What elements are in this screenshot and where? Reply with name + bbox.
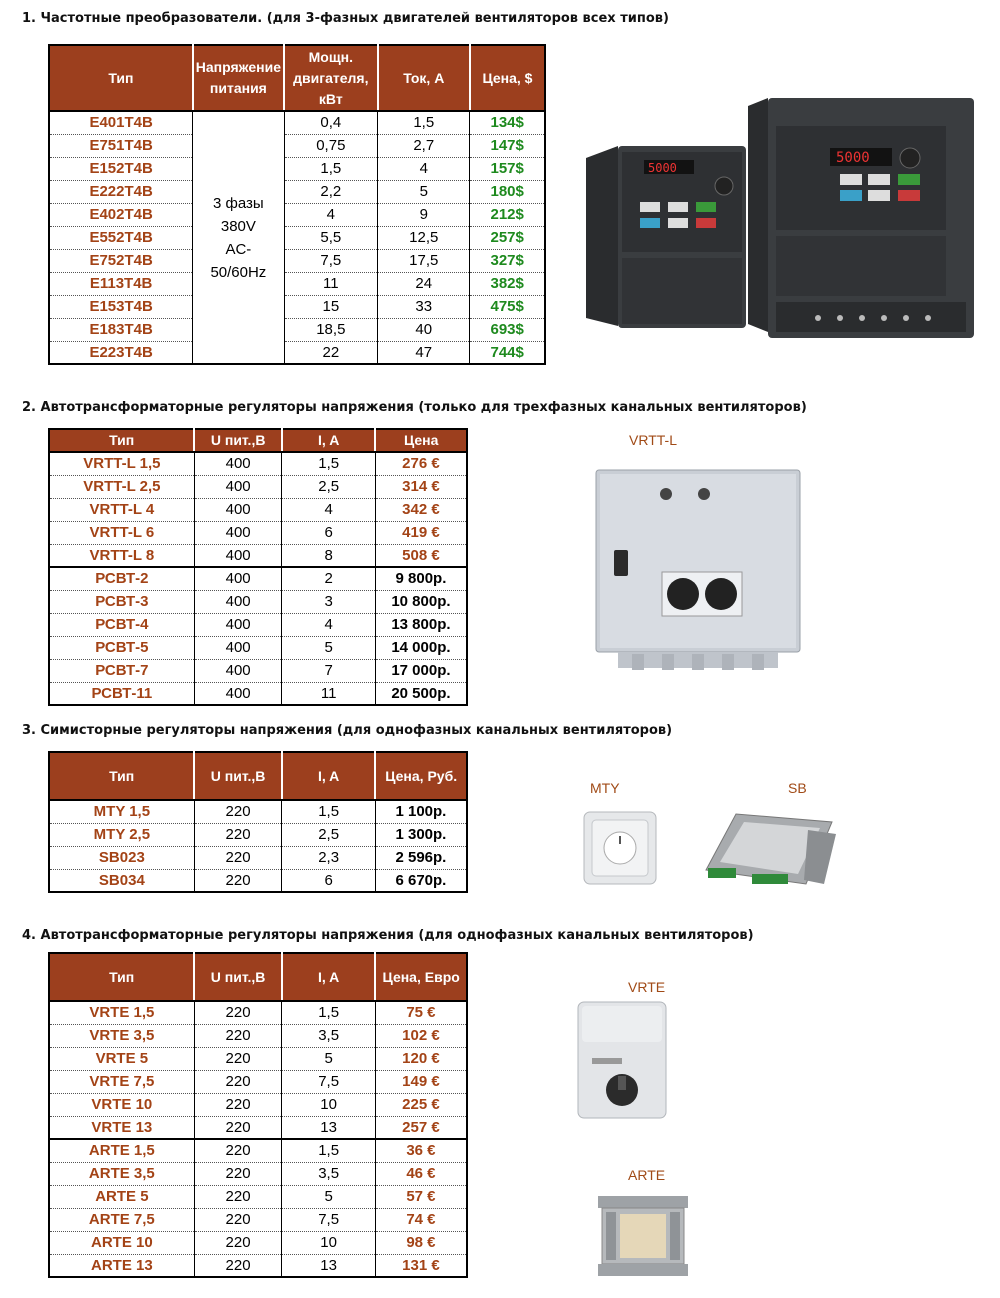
model-cell: E152T4B [49,157,193,180]
model-cell: E552T4B [49,226,193,249]
model-cell: ARTE 7,5 [49,1208,194,1231]
voltage-line: 380V [220,217,256,235]
table-row [49,157,545,180]
table-row [49,226,545,249]
section-2-title: 2. Автотрансформаторные регуляторы напряжения (только для трехфазных канальных вентиляторов) [22,400,807,415]
model-cell: РСВТ-2 [49,567,194,590]
model-cell: РСВТ-4 [49,613,194,636]
current-cell: 47 [378,341,470,364]
voltage-cell: 400 [194,590,282,613]
voltage-cell: 220 [194,1001,282,1024]
price-cell: 157$ [470,157,545,180]
model-cell: РСВТ-5 [49,636,194,659]
col-header-type: Тип [49,45,193,111]
model-cell: VRTT-L 4 [49,498,194,521]
table-row [49,318,545,341]
current-cell: 6 [282,869,375,892]
table-row [49,1116,467,1139]
price-cell: 342 € [375,498,467,521]
voltage-cell: 400 [194,544,282,567]
table-row [49,452,467,475]
price-cell: 327$ [470,249,545,272]
voltage-cell: 400 [194,636,282,659]
voltage-line: 3 фазы [213,194,264,212]
voltage-cell: 400 [194,498,282,521]
price-cell: 9 800р. [375,567,467,590]
section-1-title: 1. Частотные преобразователи. (для 3-фазных двигателей вентиляторов всех типов) [22,11,669,26]
col-header-type: Тип [49,429,194,452]
table-row [49,498,467,521]
current-cell: 10 [282,1093,375,1116]
model-cell: SB023 [49,846,194,869]
model-cell: РСВТ-11 [49,682,194,705]
mty-image [578,806,662,888]
current-cell: 4 [282,498,375,521]
single-phase-autotransformer-table [48,952,468,1278]
price-cell: 6 670р. [395,871,447,889]
voltage-cell: 400 [194,452,282,475]
col-header-current: I, A [282,429,375,452]
model-cell: VRTE 3,5 [49,1024,194,1047]
price-cell: 225 € [375,1093,467,1116]
voltage-cell: 220 [194,846,282,869]
arte-image [588,1190,698,1282]
col-header-current: I, A [282,752,375,800]
price-cell: 1 300р. [375,823,467,846]
current-cell: 2,3 [282,846,375,869]
price-cell: 46 € [375,1162,467,1185]
current-cell: 5 [282,1185,375,1208]
voltage-line: 50/60Hz [210,263,267,281]
col-header-voltage: U пит.,В [194,752,282,800]
table-row [49,636,467,659]
current-cell: 7 [282,659,375,682]
current-cell: 3,5 [282,1024,375,1047]
current-cell: 40 [378,318,470,341]
voltage-cell: 400 [194,613,282,636]
model-cell: SB034 [49,869,194,892]
section-3-title: 3. Симисторные регуляторы напряжения (для однофазных канальных вентиляторов) [22,723,673,738]
model-cell: E751T4B [49,134,193,157]
power-cell: 2,2 [284,180,378,203]
col-header-price: Цена, Руб. [375,752,467,800]
current-cell: 4 [282,613,375,636]
price-cell: 13 800р. [375,613,467,636]
price-cell: 419 € [375,521,467,544]
table-row [49,134,545,157]
power-cell: 4 [284,203,378,226]
voltage-cell: 220 [194,1093,282,1116]
current-cell: 17,5 [378,249,470,272]
price-cell: 75 € [375,1001,467,1024]
price-cell: 98 € [375,1231,467,1254]
table-row [49,1070,467,1093]
current-cell: 2,5 [282,475,375,498]
power-cell: 1,5 [284,157,378,180]
current-cell: 7,5 [282,1208,375,1231]
model-cell: E113T4B [49,272,193,295]
model-cell: VRTT-L 8 [49,544,194,567]
current-cell: 1,5 [282,1001,375,1024]
table-row [49,272,545,295]
price-cell: 102 € [375,1024,467,1047]
table-row [49,1139,467,1162]
table-row [49,800,467,823]
triac-regulators-table [48,751,468,893]
voltage-cell: 400 [194,475,282,498]
table-row [49,590,467,613]
current-cell: 10 [282,1231,375,1254]
vrte-image [572,998,672,1122]
model-cell: ARTE 1,5 [49,1139,194,1162]
table-row [49,1185,467,1208]
model-cell: VRTT-L 1,5 [49,452,194,475]
current-cell: 3 [282,590,375,613]
current-cell: 5 [282,1047,375,1070]
table-row [49,1001,467,1024]
current-cell: 5 [282,636,375,659]
table-row [49,521,467,544]
price-cell: 36 € [375,1139,467,1162]
price-cell: 314 € [375,475,467,498]
sb-image [696,800,842,896]
model-cell: E153T4B [49,295,193,318]
current-cell: 13 [282,1254,375,1277]
model-cell: VRTE 1,5 [49,1001,194,1024]
table-row [49,1047,467,1070]
current-cell: 2,7 [378,134,470,157]
model-cell: E223T4B [49,341,193,364]
table-row [49,1093,467,1116]
current-cell: 13 [282,1116,375,1139]
vrtt-l-image [588,466,810,678]
model-cell: ARTE 3,5 [49,1162,194,1185]
power-cell: 0,4 [284,111,378,134]
voltage-line: AC- [225,240,252,258]
vrte-image-label: VRTE [628,979,666,995]
voltage-cell: 400 [194,567,282,590]
current-cell: 1,5 [282,800,375,823]
voltage-cell: 220 [194,1185,282,1208]
model-cell: E183T4B [49,318,193,341]
three-phase-autotransformer-table [48,428,468,706]
table-row [49,682,467,705]
frequency-converter-image [578,96,978,344]
table-row [49,203,545,226]
price-cell: 382$ [470,272,545,295]
voltage-cell: 220 [194,1070,282,1093]
model-cell: VRTE 5 [49,1047,194,1070]
current-cell: 2 [282,567,375,590]
table-row [49,341,545,364]
power-cell: 15 [284,295,378,318]
model-cell: VRTE 7,5 [49,1070,194,1093]
model-cell: E752T4B [49,249,193,272]
model-cell: VRTT-L 6 [49,521,194,544]
current-cell: 5 [378,180,470,203]
table-row [49,1208,467,1231]
voltage-cell: 220 [194,1139,282,1162]
table-row [49,475,467,498]
col-header-current: I, A [282,953,375,1001]
power-cell: 18,5 [284,318,378,341]
table-row [49,823,467,846]
voltage-cell: 220 [194,800,282,823]
power-cell: 22 [284,341,378,364]
price-cell: 257$ [470,226,545,249]
table-row [49,295,545,318]
voltage-cell: 220 [194,1162,282,1185]
current-cell: 3,5 [282,1162,375,1185]
col-header-current: Ток, А [378,45,470,111]
col-header-power: Мощн. двигателя, кВт [284,45,378,111]
table-row [49,846,467,869]
sb-image-label: SB [788,780,807,796]
price-cell: 475$ [470,295,545,318]
current-cell: 24 [378,272,470,295]
current-cell: 4 [378,157,470,180]
model-cell: VRTE 10 [49,1093,194,1116]
table-row [49,869,467,892]
model-cell: MTY 2,5 [49,823,194,846]
voltage-cell: 220 [194,1047,282,1070]
col-header-price: Цена, $ [470,45,545,111]
mty-image-label: MTY [590,780,620,796]
price-cell: 17 000р. [375,659,467,682]
price-cell: 508 € [375,544,467,567]
current-cell: 9 [378,203,470,226]
price-cell: 74 € [375,1208,467,1231]
price-cell: 2 596р. [375,846,467,869]
price-cell: 134$ [470,111,545,134]
power-cell: 11 [284,272,378,295]
svg-text:5000: 5000 [648,161,677,175]
table-row [49,1231,467,1254]
model-cell: MTY 1,5 [49,800,194,823]
price-cell: 180$ [470,180,545,203]
current-cell: 1,5 [378,111,470,134]
current-cell: 11 [282,682,375,705]
price-cell: 257 € [375,1116,467,1139]
voltage-cell: 220 [194,1231,282,1254]
model-cell: E402T4B [49,203,193,226]
current-cell: 1,5 [282,1139,375,1162]
table-row [49,659,467,682]
col-header-voltage: U пит.,В [194,953,282,1001]
table-row [49,613,467,636]
model-cell: РСВТ-3 [49,590,194,613]
power-cell: 7,5 [284,249,378,272]
price-cell: 744$ [490,343,524,361]
price-cell: 212$ [470,203,545,226]
model-cell: VRTT-L 2,5 [49,475,194,498]
model-cell: ARTE 13 [49,1254,194,1277]
price-cell: 14 000р. [375,636,467,659]
svg-text:5000: 5000 [836,150,870,166]
model-cell: РСВТ-7 [49,659,194,682]
table-row [49,249,545,272]
table-row [49,1254,467,1277]
col-header-price: Цена, Евро [375,953,467,1001]
price-cell: 131 € [402,1256,440,1274]
price-cell: 149 € [375,1070,467,1093]
voltage-cell: 220 [194,1208,282,1231]
model-cell: E222T4B [49,180,193,203]
table-row [49,544,467,567]
model-cell: VRTE 13 [49,1116,194,1139]
voltage-cell: 220 [194,823,282,846]
table-row [49,180,545,203]
price-cell: 20 500р. [391,684,451,702]
current-cell: 6 [282,521,375,544]
price-cell: 120 € [375,1047,467,1070]
power-cell: 5,5 [284,226,378,249]
table-row [49,567,467,590]
current-cell: 33 [378,295,470,318]
section-4-title: 4. Автотрансформаторные регуляторы напряжения (для однофазных канальных вентиляторов) [22,928,754,943]
price-cell: 276 € [375,452,467,475]
col-header-price: Цена [375,429,467,452]
col-header-voltage: U пит.,В [194,429,282,452]
table-row [49,1162,467,1185]
power-cell: 0,75 [284,134,378,157]
current-cell: 1,5 [282,452,375,475]
col-header-type: Тип [49,953,194,1001]
vrtt-l-image-label: VRTT-L [629,432,677,448]
model-cell: ARTE 5 [49,1185,194,1208]
current-cell: 7,5 [282,1070,375,1093]
voltage-cell: 220 [194,869,282,892]
model-cell: E401T4B [49,111,193,134]
table-row [49,1024,467,1047]
price-cell: 1 100р. [375,800,467,823]
voltage-cell: 220 [194,1116,282,1139]
price-cell: 57 € [375,1185,467,1208]
voltage-cell: 400 [194,682,282,705]
current-cell: 12,5 [378,226,470,249]
voltage-merged-cell [193,111,284,364]
model-cell: ARTE 10 [49,1231,194,1254]
col-header-voltage: Напряжение питания [193,45,284,111]
price-cell: 693$ [470,318,545,341]
current-cell: 2,5 [282,823,375,846]
price-cell: 10 800р. [375,590,467,613]
arte-image-label: ARTE [628,1167,666,1183]
voltage-cell: 220 [194,1024,282,1047]
current-cell: 8 [282,544,375,567]
voltage-cell: 400 [194,659,282,682]
table-row [49,111,545,134]
frequency-converters-table [48,44,546,365]
voltage-cell: 400 [194,521,282,544]
col-header-type: Тип [49,752,194,800]
price-cell: 147$ [470,134,545,157]
voltage-cell: 220 [194,1254,282,1277]
